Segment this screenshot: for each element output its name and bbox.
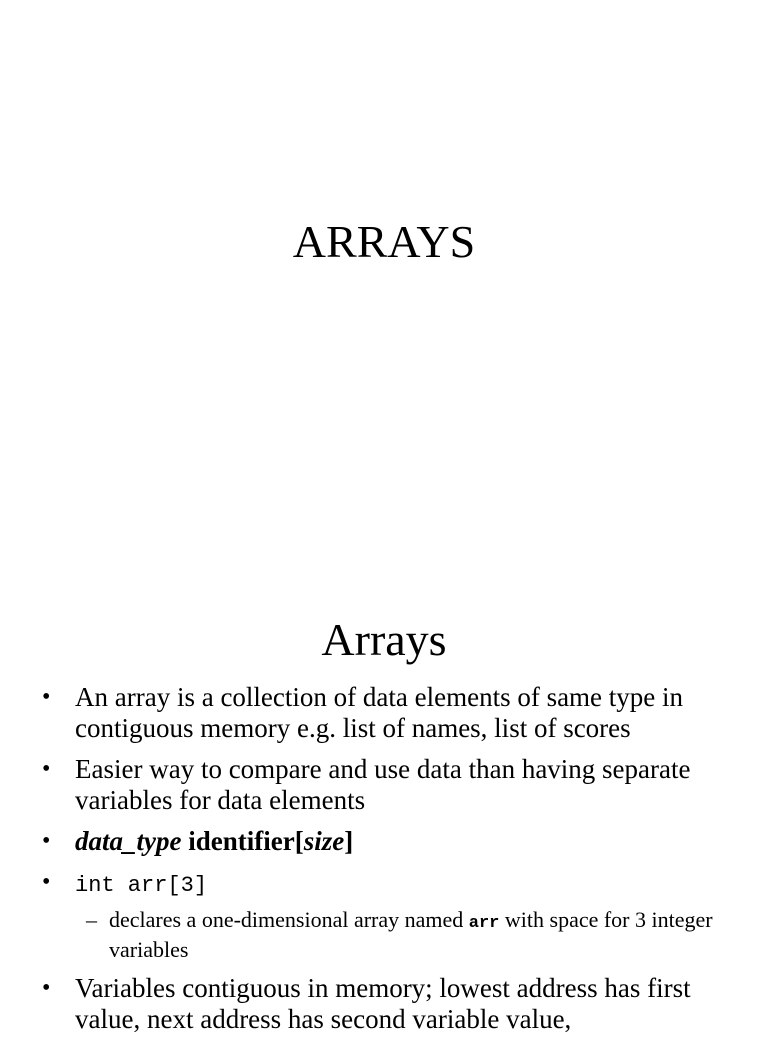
bullet-item-syntax	[0, 826, 768, 857]
bullet-list	[0, 682, 768, 1045]
bullet-icon: •	[42, 975, 51, 1001]
bullet-icon: •	[42, 828, 51, 854]
bullet-icon: •	[42, 869, 51, 895]
bullet-item	[0, 973, 768, 1035]
slide2-title: Arrays	[321, 614, 447, 665]
bullet-item-code	[0, 867, 768, 901]
bullet-icon: •	[42, 684, 51, 710]
syntax-close: ]	[344, 826, 354, 856]
sub-text-before: declares a one-dimensional array named	[109, 907, 469, 932]
syntax-identifier: identifier[	[181, 826, 304, 856]
slide1-title: ARRAYS	[292, 216, 476, 267]
bullet-text: Variables contiguous in memory; lowest address has first value, next address has second variable value,	[75, 973, 691, 1034]
bullet-icon: •	[42, 756, 51, 782]
bullet-item	[0, 682, 768, 744]
syntax-type: data_type	[75, 826, 182, 856]
bullet-text: An array is a collection of data elements of same type in contiguous memory e.g. list of names, list of scores	[75, 682, 684, 743]
bullet-text: Easier way to compare and use data than having separate variables for data elements	[75, 754, 691, 815]
syntax-size: size	[303, 826, 345, 856]
sub-bullet-item	[0, 907, 768, 963]
bullet-item	[0, 754, 768, 816]
code-example: int arr[3]	[75, 873, 208, 898]
dash-icon: –	[86, 907, 97, 932]
sub-code: arr	[468, 914, 500, 933]
sub-text-after: with space for 3 integer variables	[109, 907, 713, 962]
